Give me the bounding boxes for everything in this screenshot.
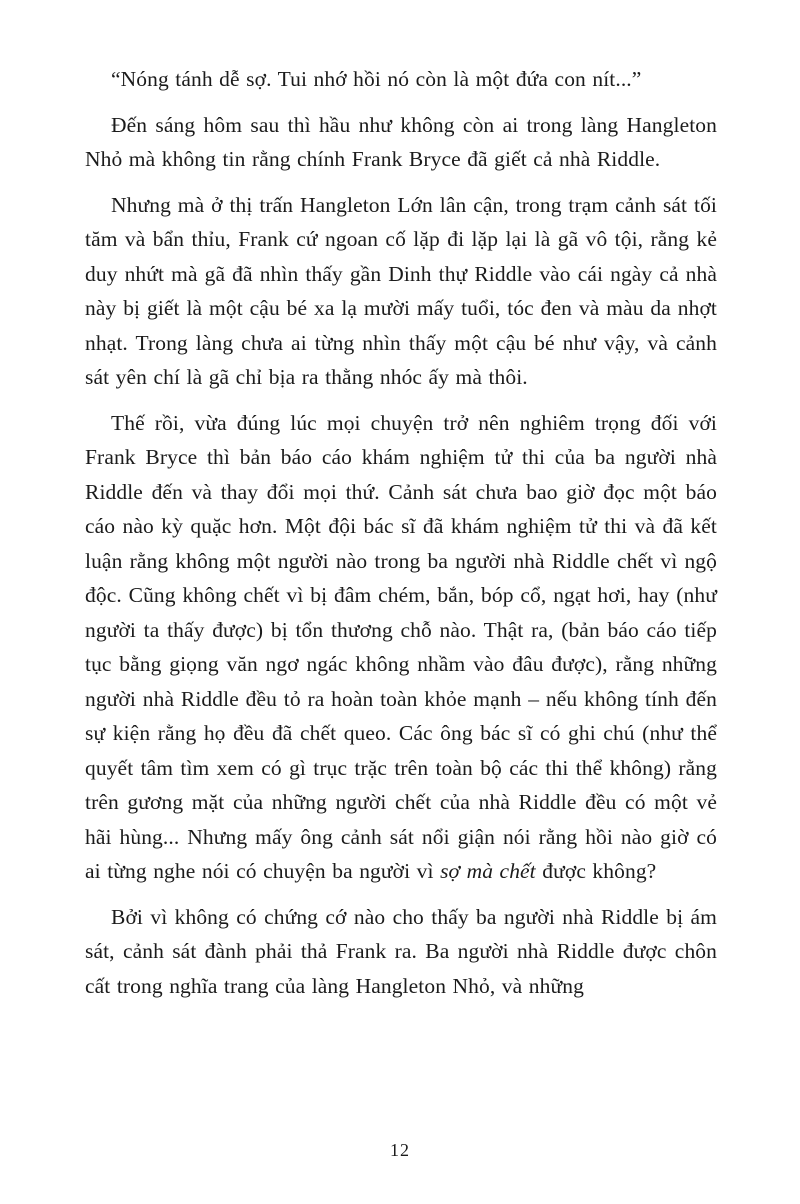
text-run: được không?	[535, 859, 657, 883]
text-run: Thế rồi, vừa đúng lúc mọi chuyện trở nên nghiêm trọng đối với Frank Bryce thì bản báo cáo khám nghiệm tử thi của ba người nhà Riddle đến và thay đổi mọi thứ. Cảnh sát chưa bao giờ đọc một báo cáo nào kỳ quặc hơn. Một đội bác sĩ đã khám nghiệm tử thi và đã kết luận rằng không một người nào trong ba người nhà Riddle chết vì ngộ độc. Cũng không chết vì bị đâm chém, bắn, bóp cổ, ngạt hơi, hay (như người ta thấy được) bị tổn thương chỗ nào. Thật ra, (bản báo cáo tiếp tục bằng giọng văn ngơ ngác không nhầm vào đâu được), rằng những người nhà Riddle đều tỏ ra hoàn toàn khỏe mạnh – nếu không tính đến sự kiện rằng họ đều đã chết queo. Các ông bác sĩ có ghi chú (như thể quyết tâm tìm xem có gì trục trặc trên toàn bộ các thi thể không) rằng trên gương mặt của những người chết của nhà Riddle đều có một vẻ hãi hùng... Nhưng mấy ông cảnh sát nổi giận nói rằng hồi nào giờ có ai từng nghe nói có chuyện ba người vì	[85, 410, 717, 883]
text-run: Bởi vì không có chứng cớ nào cho thấy ba người nhà Riddle bị ám sát, cảnh sát đành phải thả Frank ra. Ba người nhà Riddle được chôn cất trong nghĩa trang của làng Hangleton Nhỏ, và những	[85, 904, 717, 998]
paragraph	[85, 108, 717, 177]
italic-text-run: sợ mà chết	[440, 859, 536, 883]
paragraph	[85, 62, 717, 97]
page-number: 12	[390, 1140, 410, 1160]
page-text	[85, 62, 717, 1014]
paragraph	[85, 900, 717, 1004]
paragraph	[85, 406, 717, 889]
text-run: “Nóng tánh dễ sợ. Tui nhớ hồi nó còn là một đứa con nít...”	[111, 67, 642, 91]
text-run: Nhưng mà ở thị trấn Hangleton Lớn lân cận, trong trạm cảnh sát tối tăm và bẩn thỉu, Frank cứ ngoan cố lặp đi lặp lại là gã vô tội, rằng kẻ duy nhứt mà gã đã nhìn thấy gần Dinh thự Riddle vào cái ngày cả nhà này bị giết là một cậu bé xa lạ mười mấy tuổi, tóc đen và màu da nhợt nhạt. Trong làng chưa ai từng nhìn thấy một cậu bé như vậy, và cảnh sát yên chí là gã chỉ bịa ra thằng nhóc ấy mà thôi.	[85, 192, 717, 389]
text-run: Đến sáng hôm sau thì hầu như không còn ai trong làng Hangleton Nhỏ mà không tin rằng chính Frank Bryce đã giết cả nhà Riddle.	[85, 112, 717, 171]
paragraph	[85, 188, 717, 395]
